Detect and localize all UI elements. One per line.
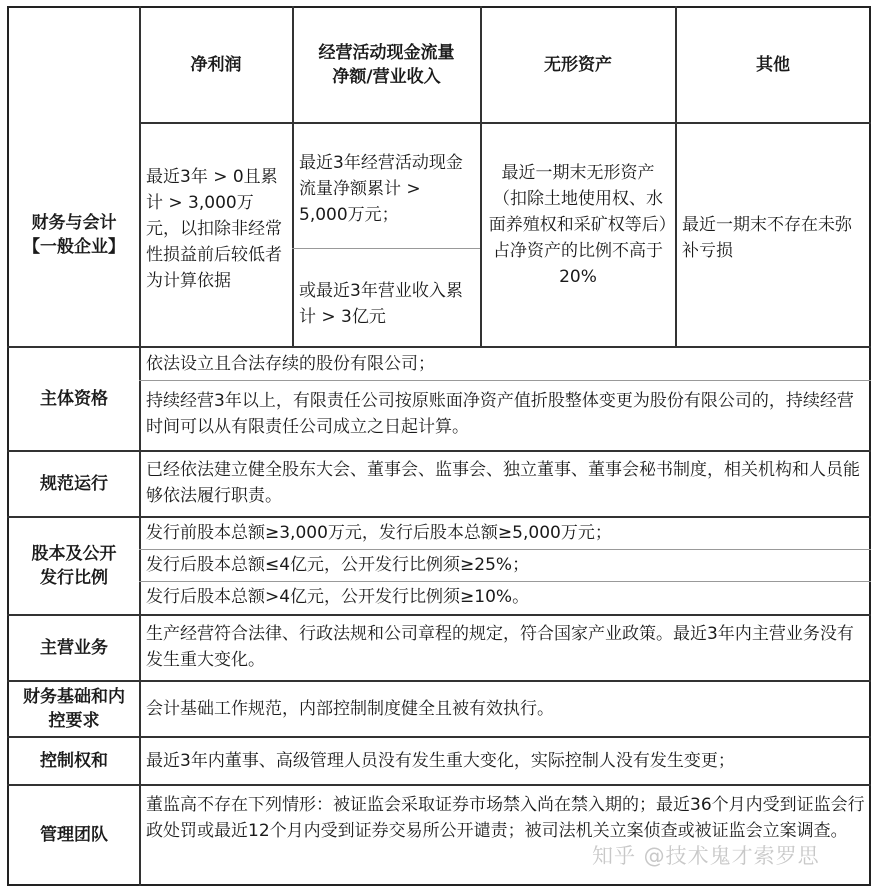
finance-revenue: 或最近3年营业收入累计 > 3亿元 — [299, 281, 463, 327]
finance-other: 最近一期末不存在未弥补亏损 — [682, 215, 852, 261]
row-label-power: 控制权和 — [40, 750, 108, 771]
sub-divider — [292, 248, 480, 249]
subject-line1: 依法设立且合法存续的股份有限公司； — [146, 354, 435, 374]
sub-divider — [139, 581, 871, 582]
row-label-team: 管理团队 — [40, 825, 108, 845]
header-cash-flow — [293, 8, 480, 122]
watermark: 知乎 @技术鬼才索罗思 — [592, 844, 820, 868]
control-label-line2: 控要求 — [48, 710, 100, 731]
finance-label-line1: 财务与会计 — [31, 213, 117, 233]
team-text: 董监高不存在下列情形：被证监会采取证券市场禁入尚在禁入期的；最近36个月内受到证监会行政处罚或最近12个月内受到证券交易所公开谴责；被司法机关立案侦查或被证监会立案调查。 — [146, 795, 865, 841]
sub-divider — [139, 549, 871, 550]
capital-label-line1: 股本及公开 — [31, 543, 117, 564]
row-label-finance — [9, 124, 139, 346]
row-label-capital — [9, 517, 139, 614]
finance-label-line2: 【一般企业】 — [23, 237, 125, 257]
row-label-operation: 规范运行 — [40, 473, 108, 494]
power-text: 最近3年内董事、高级管理人员没有发生重大变化，实际控制人没有发生变更； — [146, 750, 735, 771]
capital-line1: 发行前股本总额≥3,000万元，发行后股本总额≥5,000万元； — [146, 523, 612, 543]
row-label-control — [9, 681, 139, 736]
header-net-profit: 净利润 — [190, 55, 242, 75]
header-intangible: 无形资产 — [544, 55, 612, 75]
row-label-business: 主营业务 — [40, 637, 108, 658]
control-label-line1: 财务基础和内 — [23, 686, 125, 707]
row-label-subject: 主体资格 — [40, 388, 108, 409]
subject-line2: 持续经营3年以上，有限责任公司按原账面净资产值折股整体变更为股份有限公司的，持续经营时间可以从有限责任公司成立之日起计算。 — [146, 391, 854, 437]
header-cash-flow-line1: 经营活动现金流量 — [318, 43, 455, 63]
capital-line3: 发行后股本总额>4亿元，公开发行比例须≥10%。 — [146, 587, 530, 607]
header-cash-flow-line2: 净额/营业收入 — [332, 67, 441, 87]
business-text: 生产经营符合法律、行政法规和公司章程的规定，符合国家产业政策。最近3年内主营业务没有发生重大变化。 — [146, 624, 854, 670]
capital-label-line2: 发行比例 — [40, 567, 108, 588]
sub-divider — [139, 380, 871, 381]
finance-net-profit: 最近3年 > 0且累计 > 3,000万元，以扣除非经常性损益前后较低者为计算依据 — [146, 167, 282, 291]
control-text: 会计基础工作规范，内部控制制度健全且被有效执行。 — [146, 698, 554, 719]
operation-text: 已经依法建立健全股东大会、董事会、监事会、独立董事、董事会秘书制度，相关机构和人员能够依法履行职责。 — [146, 460, 860, 506]
finance-cash-flow: 最近3年经营活动现金流量净额累计 > 5,000万元； — [299, 153, 463, 225]
capital-line2: 发行后股本总额≤4亿元，公开发行比例须≥25%； — [146, 555, 530, 575]
row-divider — [139, 122, 871, 124]
header-other: 其他 — [756, 55, 790, 75]
finance-intangible: 最近一期末无形资产（扣除土地使用权、水面养殖权和采矿权等后）占净资产的比例不高于20% — [488, 163, 668, 287]
